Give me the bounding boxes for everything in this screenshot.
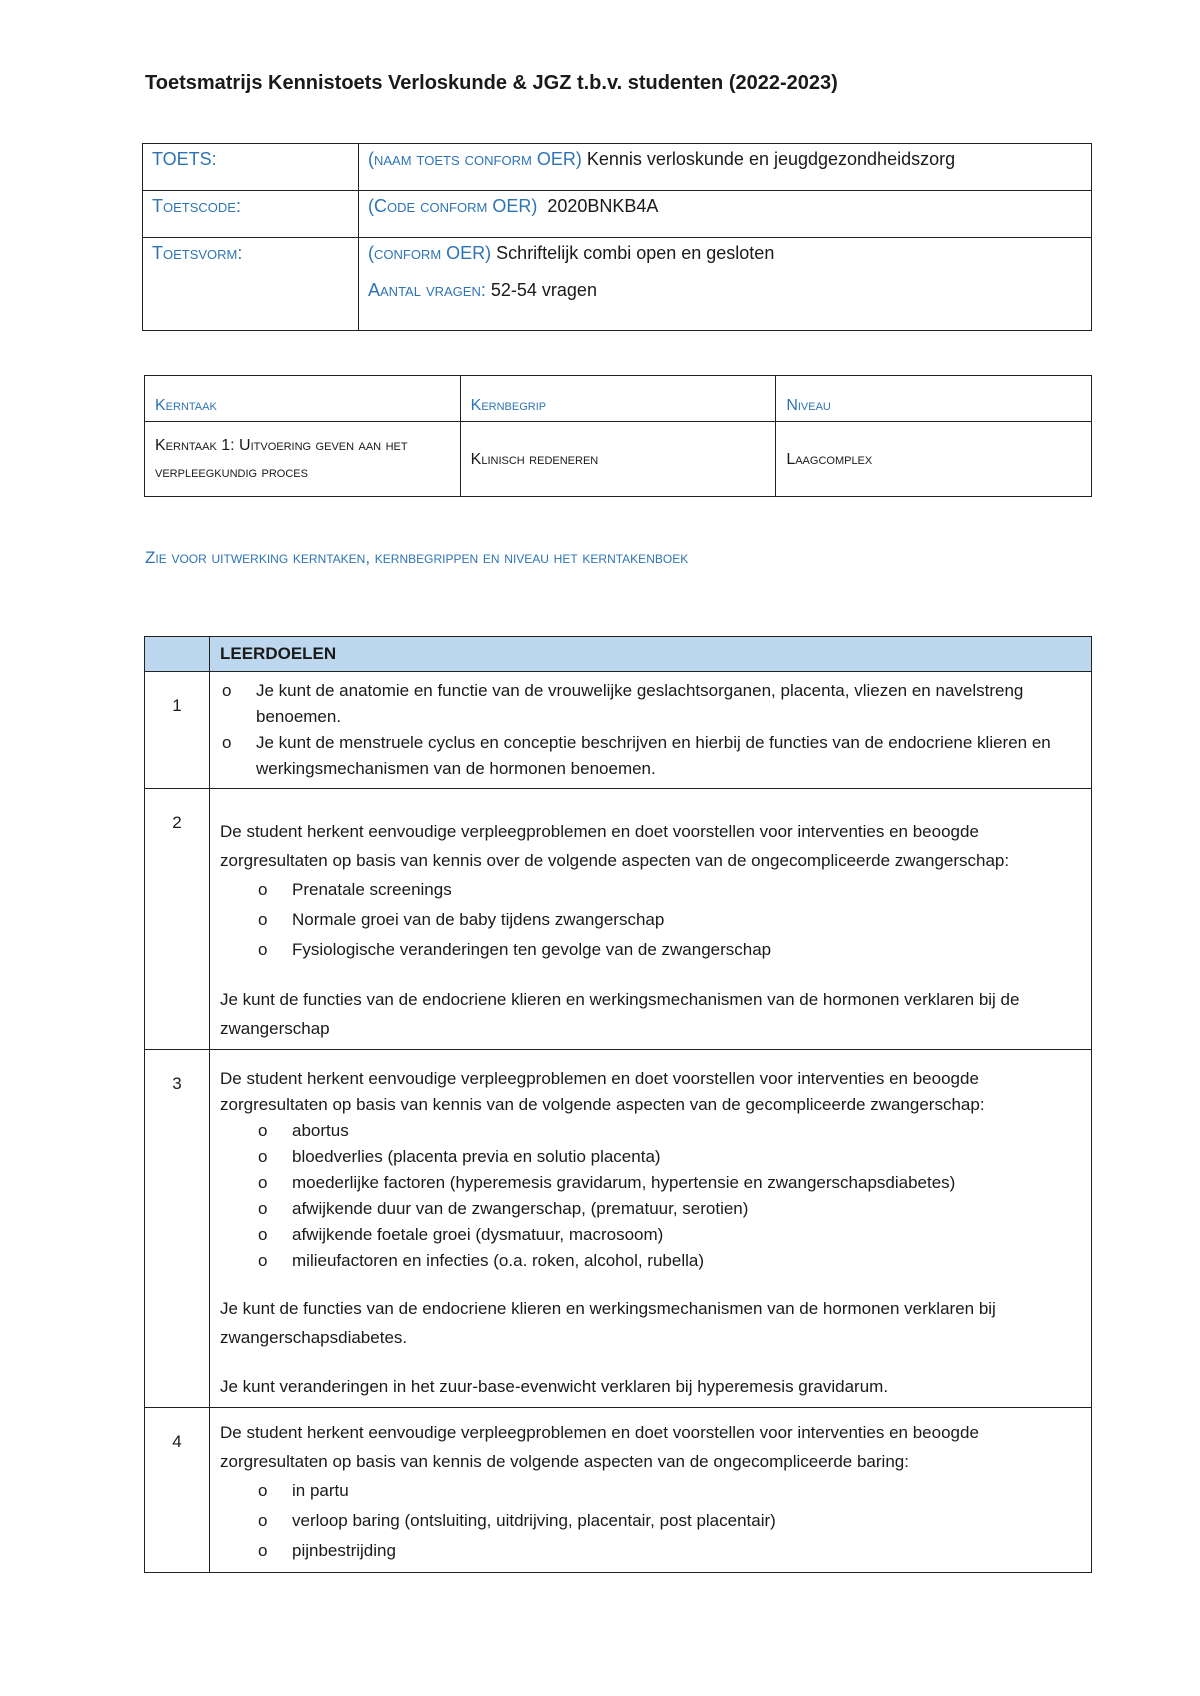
leerdoel-2 <box>210 789 1092 1050</box>
row-number: 2 <box>145 789 210 1050</box>
leerdoel-3-extra2: Je kunt veranderingen in het zuur-base-evenwicht verklaren bij hyperemesis gravidarum. <box>220 1377 889 1396</box>
toetscode-prefix: (Code conform OER) <box>368 196 538 216</box>
niveau-header: Niveau <box>776 376 1092 422</box>
kernbegrip-value: Klinisch redeneren <box>460 422 776 497</box>
list-item: o verloop baring (ontsluiting, uitdrijving, placentair, post placentair) <box>258 1506 1081 1536</box>
leerdoel-4-intro: De student herkent eenvoudige verpleegproblemen en doet voorstellen voor interventies en beoogde zorgresultaten op basis van kennis de volgende aspecten van de ongecompliceerde baring: <box>220 1423 979 1471</box>
list-item: o moederlijke factoren (hyperemesis gravidarum, hypertensie en zwangerschapsdiabetes) <box>258 1170 1081 1196</box>
leerdoelen-header-cell <box>210 637 1092 672</box>
kerntakenboek-note: Zie voor uitwerking kerntaken, kernbegrippen en niveau het kerntakenboek <box>145 548 689 567</box>
kerntaak-value: Kerntaak 1: Uitvoering geven aan het verpleegkundig proces <box>145 422 461 497</box>
list-item: o afwijkende foetale groei (dysmatuur, macrosoom) <box>258 1222 1081 1248</box>
toetsvorm-prefix: (conform OER) <box>368 243 492 263</box>
leerdoel-2-list <box>220 875 1081 965</box>
leerdoel-3-list <box>220 1118 1081 1274</box>
toetscode-label: Toetscode: <box>152 196 241 216</box>
leerdoel-3-intro: De student herkent eenvoudige verpleegproblemen en doet voorstellen voor interventies en beoogde zorgresultaten op basis van kennis van de volgende aspecten van de gecompliceerde zwangerschap: <box>220 1069 985 1114</box>
toets-prefix: (naam toets conform OER) <box>368 149 582 169</box>
list-item: o bloedverlies (placenta previa en solutio placenta) <box>258 1144 1081 1170</box>
leerdoelen-table <box>144 636 1092 1573</box>
list-item: o Fysiologische veranderingen ten gevolge van de zwangerschap <box>258 935 1081 965</box>
leerdoel-3-extra: Je kunt de functies van de endocriene klieren en werkingsmechanismen van de hormonen verklaren bij zwangerschapsdiabetes. <box>220 1299 996 1347</box>
kernbegrip-header: Kernbegrip <box>460 376 776 422</box>
page-title: Toetsmatrijs Kennistoets Verloskunde & JGZ t.b.v. studenten (2022-2023) <box>145 72 838 94</box>
toetscode-value-cell <box>359 191 1092 238</box>
leerdoel-1-list <box>220 678 1081 782</box>
row-number: 3 <box>145 1050 210 1408</box>
list-item: o pijnbestrijding <box>258 1536 1081 1566</box>
leerdoel-2-intro: De student herkent eenvoudige verpleegproblemen en doet voorstellen voor interventies en beoogde zorgresultaten op basis van kennis over de volgende aspecten van de ongecompliceerde zwangerschap: <box>220 822 1010 870</box>
header-number-cell <box>145 637 210 672</box>
toets-info-table <box>142 143 1092 331</box>
leerdoel-3 <box>210 1050 1092 1408</box>
aantal-vragen-label: Aantal vragen: <box>368 280 486 300</box>
list-item: o Je kunt de menstruele cyclus en conceptie beschrijven en hierbij de functies van de endocriene klieren en werkingsmechanismen van de hormonen benoemen. <box>220 730 1081 782</box>
leerdoelen-header: LEERDOELEN <box>220 644 337 663</box>
list-item: o Normale groei van de baby tijdens zwangerschap <box>258 905 1081 935</box>
leerdoel-1 <box>210 672 1092 789</box>
kerntaak-header: Kerntaak <box>145 376 461 422</box>
kerntaak-table <box>144 375 1092 497</box>
list-item: o afwijkende duur van de zwangerschap, (prematuur, serotien) <box>258 1196 1081 1222</box>
toetsvorm-label-cell <box>143 238 359 331</box>
row-number: 1 <box>145 672 210 789</box>
leerdoel-4-list <box>220 1476 1081 1566</box>
toets-value: Kennis verloskunde en jeugdgezondheidszorg <box>586 149 956 169</box>
toets-label-cell <box>143 144 359 191</box>
list-item: o in partu <box>258 1476 1081 1506</box>
leerdoel-4 <box>210 1408 1092 1573</box>
toetsvorm-value: Schriftelijk combi open en gesloten <box>496 243 775 263</box>
list-item: o Prenatale screenings <box>258 875 1081 905</box>
toets-label: TOETS: <box>152 149 217 169</box>
toetsvorm-value-cell <box>359 238 1092 331</box>
toetsvorm-label: Toetsvorm: <box>152 243 243 263</box>
row-number: 4 <box>145 1408 210 1573</box>
niveau-value: Laagcomplex <box>776 422 1092 497</box>
list-item: o Je kunt de anatomie en functie van de vrouwelijke geslachtsorganen, placenta, vliezen en navelstreng benoemen. <box>220 678 1081 730</box>
toets-value-cell <box>359 144 1092 191</box>
list-item: o abortus <box>258 1118 1081 1144</box>
aantal-vragen-value: 52-54 vragen <box>490 280 597 300</box>
toetscode-value: 2020BNKB4A <box>547 196 659 216</box>
list-item: o milieufactoren en infecties (o.a. roken, alcohol, rubella) <box>258 1248 1081 1274</box>
leerdoel-2-extra: Je kunt de functies van de endocriene klieren en werkingsmechanismen van de hormonen verklaren bij de zwangerschap <box>220 990 1020 1038</box>
toetscode-label-cell <box>143 191 359 238</box>
